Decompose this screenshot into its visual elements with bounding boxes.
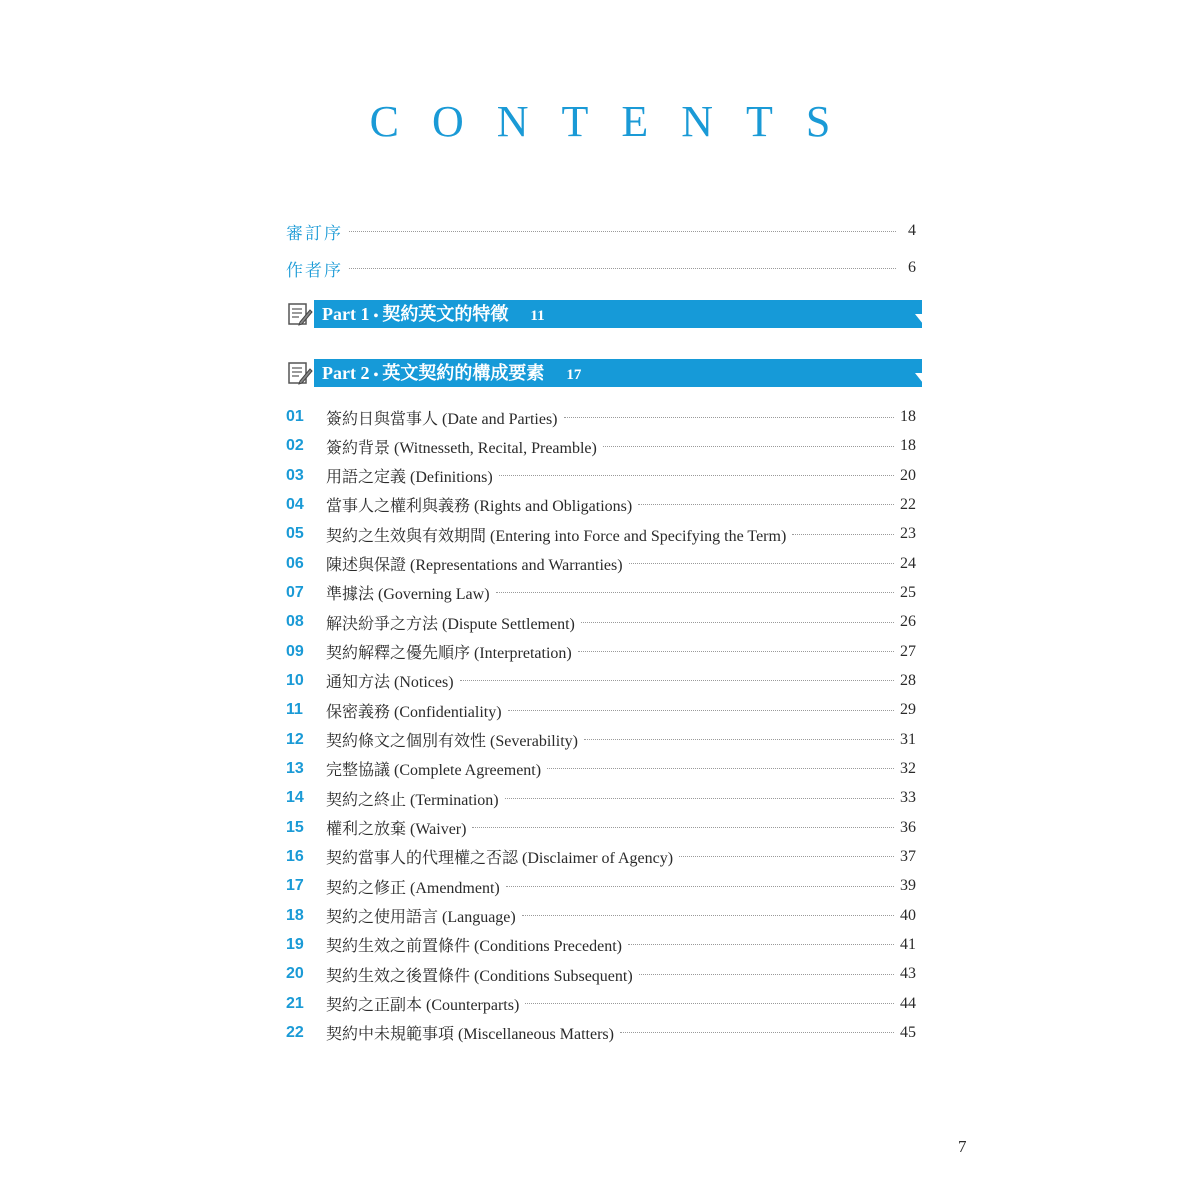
toc-entry[interactable] [286,609,916,635]
entry-title: 契約之生效與有效期間 (Entering into Force and Specifying the Term) [326,527,787,545]
part-label: Part 2 [322,363,370,383]
toc-entry[interactable] [286,521,916,547]
dot-leader [505,798,894,799]
toc-entry[interactable] [286,404,916,430]
entry-page: 24 [900,554,916,572]
part-label: Part 1 [322,304,370,324]
preface-page: 4 [908,222,916,239]
entry-number: 17 [286,877,304,895]
toc-entry[interactable] [286,815,916,841]
entry-title: 解決紛爭之方法 (Dispute Settlement) [326,615,575,633]
toc-entry[interactable] [286,873,916,899]
dot-leader [349,268,896,269]
dot-leader [679,856,894,857]
part-name: 契約英文的特徵 [382,304,509,324]
entry-page: 41 [900,935,916,953]
preface-label: 作者序 [286,260,343,281]
entry-title: 契約生效之後置條件 (Conditions Subsequent) [326,967,633,985]
toc-entry[interactable] [286,1020,916,1046]
dot-leader [508,710,894,711]
dot-leader [506,886,894,887]
toc-entry[interactable] [286,463,916,489]
dot-leader [460,680,894,681]
dot-leader [496,592,894,593]
page-title: CONTENTS [369,97,864,146]
toc-entry[interactable] [286,580,916,606]
toc-entry[interactable] [286,961,916,987]
toc-entry[interactable] [286,991,916,1017]
entry-page: 27 [900,642,916,660]
entry-number: 13 [286,759,304,777]
entry-page: 45 [900,1023,916,1041]
preface-row[interactable] [286,255,916,281]
part-page: 17 [566,367,582,383]
dot-leader [584,739,894,740]
entry-title: 簽約日與當事人 (Date and Parties) [326,410,558,428]
entry-page: 23 [900,525,916,543]
entry-title: 權利之放棄 (Waiver) [326,821,467,839]
dot-leader [578,651,894,652]
document-edit-icon [286,359,314,387]
entry-number: 03 [286,466,304,484]
entry-page: 22 [900,495,916,513]
entry-title: 契約之使用語言 (Language) [326,909,516,927]
document-edit-icon [286,300,314,328]
part-heading[interactable] [286,300,922,328]
entry-number: 07 [286,583,304,601]
preface-label: 審訂序 [286,223,343,244]
entry-page: 33 [900,789,916,807]
entry-title: 契約條文之個別有效性 (Severability) [326,733,578,751]
toc-entry[interactable] [286,492,916,518]
part-title [322,300,545,328]
entry-page: 40 [900,906,916,924]
entry-page: 18 [900,437,916,455]
part-page: 11 [530,308,545,324]
dot-leader [499,475,894,476]
dot-leader [639,974,894,975]
entry-title: 契約解釋之優先順序 (Interpretation) [326,645,572,663]
part-name: 英文契約的構成要素 [382,363,545,383]
entry-number: 02 [286,437,304,455]
entry-number: 20 [286,965,304,983]
preface-page: 6 [908,259,916,276]
entry-number: 08 [286,613,304,631]
entry-number: 06 [286,554,304,572]
entry-title: 契約當事人的代理權之否認 (Disclaimer of Agency) [326,850,674,868]
toc-entry[interactable] [286,551,916,577]
entry-number: 21 [286,994,304,1012]
toc-entry[interactable] [286,844,916,870]
entry-page: 31 [900,730,916,748]
entry-page: 37 [900,847,916,865]
entry-page: 25 [900,583,916,601]
entry-title: 契約中未規範事項 (Miscellaneous Matters) [326,1026,614,1044]
entry-page: 43 [900,965,916,983]
entry-title: 準據法 (Governing Law) [326,586,490,604]
dot-leader [472,827,894,828]
toc-entry[interactable] [286,639,916,665]
dot-leader [581,622,894,623]
dot-leader [603,446,894,447]
entry-title: 用語之定義 (Definitions) [326,469,493,487]
entry-number: 11 [286,701,303,719]
entry-title: 當事人之權利與義務 (Rights and Obligations) [326,498,633,516]
entry-title: 通知方法 (Notices) [326,674,454,692]
part-separator: • [373,368,379,383]
entry-page: 32 [900,759,916,777]
entry-page: 28 [900,671,916,689]
part-title [322,359,581,387]
dot-leader [638,504,894,505]
entry-number: 01 [286,408,304,425]
entry-title: 完整協議 (Complete Agreement) [326,762,542,780]
dot-leader [629,563,894,564]
entry-page: 18 [900,408,916,425]
entry-page: 39 [900,877,916,895]
entry-number: 16 [286,847,304,865]
dot-leader [564,417,894,418]
entry-page: 36 [900,818,916,836]
entry-number: 15 [286,818,304,836]
entry-number: 22 [286,1023,304,1041]
toc-entry[interactable] [286,668,916,694]
entry-number: 19 [286,935,304,953]
entry-number: 18 [286,906,304,924]
entry-number: 09 [286,642,304,660]
entry-title: 契約生效之前置條件 (Conditions Precedent) [326,938,622,956]
entry-number: 12 [286,730,304,748]
entry-number: 14 [286,789,304,807]
entry-number: 04 [286,495,304,513]
entry-page: 29 [900,701,916,719]
entry-number: 10 [286,671,304,689]
entry-title: 保密義務 (Confidentiality) [326,703,502,721]
dot-leader [349,231,896,232]
page-number: 7 [958,1137,967,1156]
entry-title: 契約之正副本 (Counterparts) [326,997,520,1015]
preface-row[interactable] [286,218,916,244]
entry-title: 契約之修正 (Amendment) [326,879,500,897]
entry-number: 05 [286,525,304,543]
toc-entry[interactable] [286,433,916,459]
part-separator: • [373,309,379,324]
entry-page: 26 [900,613,916,631]
entry-title: 陳述與保證 (Representations and Warranties) [326,557,623,575]
toc-entry[interactable] [286,785,916,811]
entry-page: 44 [900,994,916,1012]
dot-leader [522,915,894,916]
entry-title: 契約之終止 (Termination) [326,791,499,809]
toc-entry[interactable] [286,727,916,753]
toc-entry[interactable] [286,932,916,958]
entry-page: 20 [900,466,916,484]
dot-leader [628,944,894,945]
toc-entry[interactable] [286,756,916,782]
dot-leader [525,1003,894,1004]
entry-title: 簽約背景 (Witnesseth, Recital, Preamble) [326,439,597,457]
dot-leader [792,534,894,535]
toc-entry[interactable] [286,697,916,723]
dot-leader [547,768,894,769]
toc-entry[interactable] [286,903,916,929]
part-heading[interactable] [286,359,922,387]
dot-leader [620,1032,894,1033]
